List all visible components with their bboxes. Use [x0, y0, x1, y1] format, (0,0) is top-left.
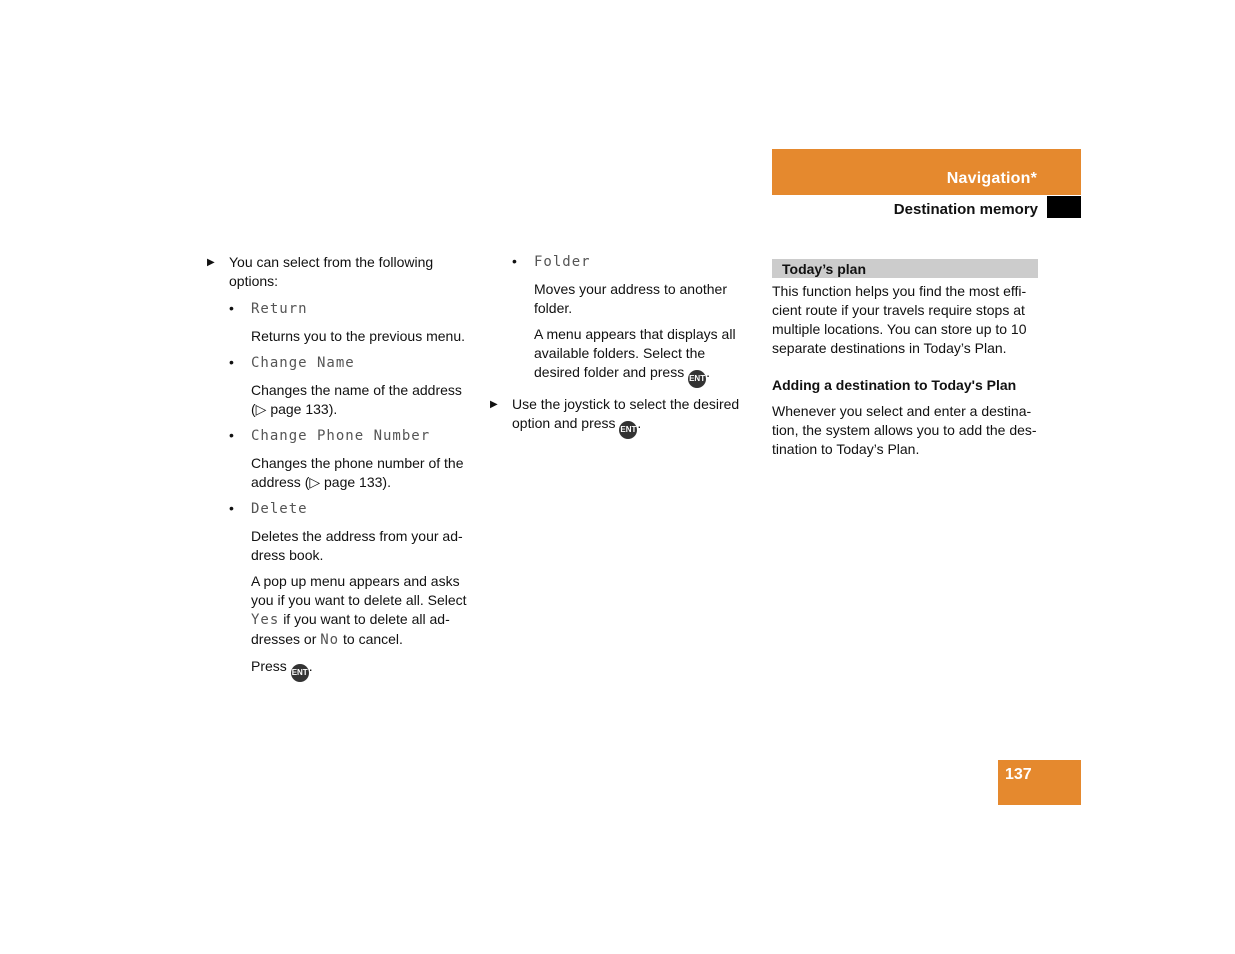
option-description: Changes the name of the address (▷ page 133).: [251, 382, 462, 417]
bullet-icon: •: [229, 354, 234, 370]
bullet-icon: •: [512, 253, 517, 269]
text-fragment: .: [637, 415, 642, 431]
intro-paragraph: This function helps you find the most effi-cient route if your travels require stops at multiple locations. You can store up to 10 separate destinations in Today’s Plan.: [772, 283, 1027, 356]
option-return: [229, 299, 472, 319]
step-text: You can select from the following options:: [229, 254, 434, 289]
delete-popup-description: [251, 572, 472, 650]
option-delete: [229, 499, 472, 519]
bullet-icon: •: [229, 427, 234, 443]
page-number: 137: [1005, 766, 1032, 783]
page-subtitle: Destination memory: [893, 201, 1038, 218]
column-3: [772, 259, 1038, 477]
option-description: Deletes the address from your ad-dress book.: [251, 528, 463, 563]
bullet-icon: •: [229, 500, 234, 516]
folder-menu-description: [534, 325, 755, 388]
section-heading: Today’s plan: [772, 259, 1038, 278]
column-1: [207, 253, 472, 689]
text-fragment: to cancel.: [343, 631, 403, 647]
option-change-name: [229, 353, 472, 373]
option-label: Return: [251, 301, 308, 317]
no-option-label: No: [320, 632, 340, 648]
sub-heading: Adding a destination to Today's Plan: [772, 377, 1017, 393]
instruction-step: [207, 253, 472, 291]
instruction-step: [490, 395, 755, 439]
body-paragraph: Whenever you select and enter a destina-tion, the system allows you to add the des-tination to Today’s Plan.: [772, 403, 1037, 457]
triangle-right-icon: ▶: [490, 399, 498, 410]
ent-button-icon: ENT: [291, 664, 309, 682]
text-fragment: if you want to delete all ad-dresses or: [251, 611, 450, 647]
triangle-right-icon: ▶: [207, 257, 215, 268]
section-header-bar: [772, 149, 1081, 195]
bullet-icon: •: [229, 300, 234, 316]
option-description: Returns you to the previous menu.: [251, 328, 466, 344]
page-number-box: [998, 760, 1081, 805]
option-label: Change Name: [251, 355, 355, 371]
press-enter-instruction: [251, 657, 472, 682]
text-fragment: Press: [251, 658, 287, 674]
option-description: Changes the phone number of the address (▷ page 133).: [251, 455, 464, 490]
section-tab-marker: [1047, 196, 1081, 218]
option-label: Delete: [251, 501, 308, 517]
option-label: Change Phone Number: [251, 428, 431, 444]
text-fragment: .: [706, 364, 710, 380]
ent-button-icon: ENT: [619, 421, 637, 439]
section-title: Navigation*: [946, 170, 1037, 187]
text-fragment: .: [308, 658, 313, 674]
yes-option-label: Yes: [251, 612, 280, 628]
option-description: Moves your address to another folder.: [534, 281, 727, 316]
option-change-phone-number: [229, 426, 472, 446]
option-folder: [512, 252, 755, 272]
option-label: Folder: [534, 254, 591, 270]
step-text: Use the joystick to select the desired option and press: [512, 396, 740, 431]
text-fragment: A menu appears that displays all available folders. Select the desired folder and press: [534, 326, 736, 380]
column-2: [490, 252, 755, 447]
ent-button-icon: ENT: [688, 370, 706, 388]
text-fragment: A pop up menu appears and asks you if you want to delete all. Select: [251, 573, 467, 608]
